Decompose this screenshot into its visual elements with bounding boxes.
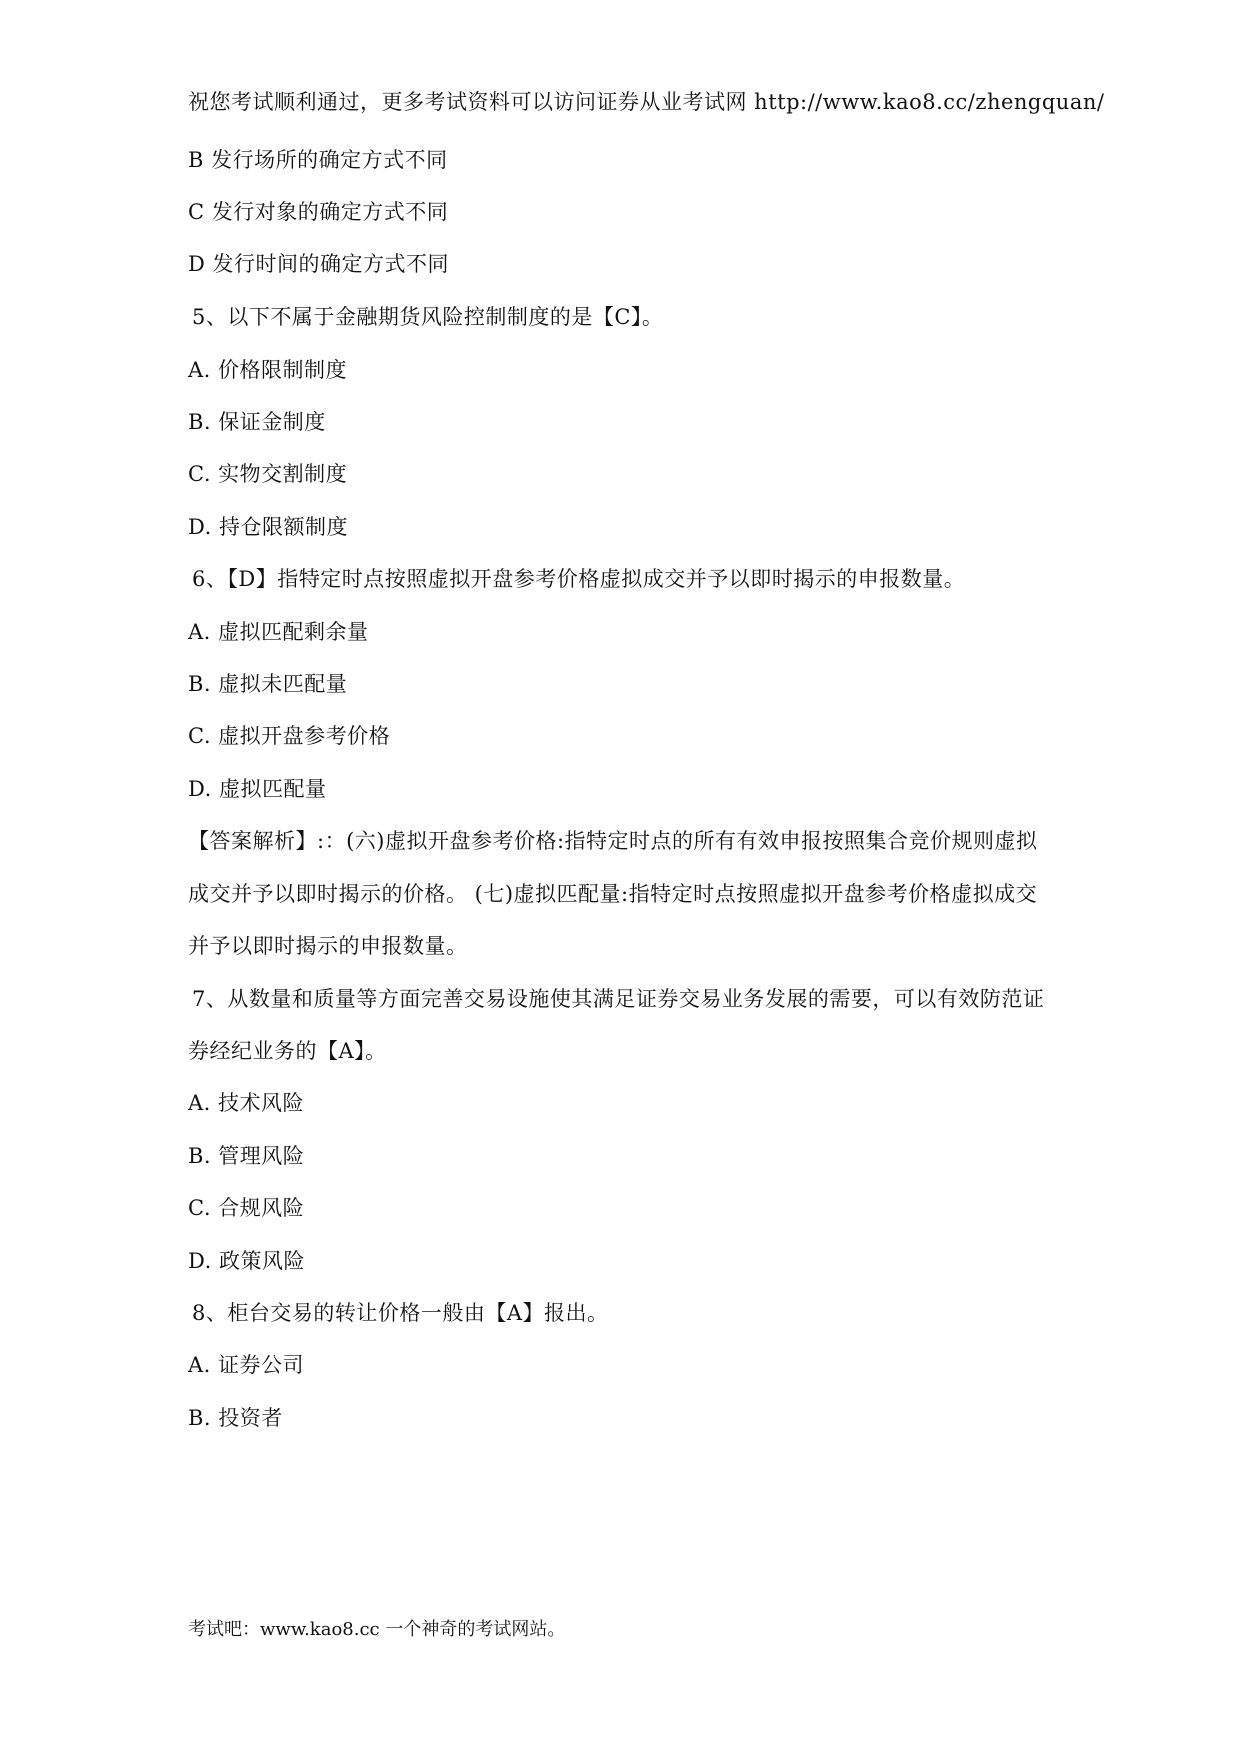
option-line: B. 保证金制度 — [188, 410, 326, 434]
option-line: A. 技术风险 — [188, 1091, 305, 1115]
question-5: 5、以下不属于金融期货风险控制制度的是【C】。 — [192, 305, 664, 329]
option-line: C 发行对象的确定方式不同 — [188, 200, 449, 224]
option-line: D. 持仓限额制度 — [188, 515, 348, 539]
answer-explanation: 并予以即时揭示的申报数量。 — [188, 934, 468, 958]
option-line: B. 虚拟未匹配量 — [188, 672, 348, 696]
answer-explanation: 【答案解析】:：(六)虚拟开盘参考价格:指特定时点的所有有效申报按照集合竞价规则虚拟 — [188, 829, 1038, 853]
option-line: C. 实物交割制度 — [188, 462, 348, 486]
answer-explanation: 成交并予以即时揭示的价格。 (七)虚拟匹配量:指特定时点按照虚拟开盘参考价格虚拟成交 — [188, 882, 1038, 906]
option-line: B. 管理风险 — [188, 1144, 305, 1168]
option-line: B. 投资者 — [188, 1406, 283, 1430]
question-7-cont: 券经纪业务的【A】。 — [188, 1039, 387, 1063]
question-6: 6、【D】指特定时点按照虚拟开盘参考价格虚拟成交并予以即时揭示的申报数量。 — [192, 567, 966, 591]
option-line: D. 政策风险 — [188, 1249, 305, 1273]
option-line: C. 虚拟开盘参考价格 — [188, 724, 391, 748]
option-line: A. 证券公司 — [188, 1353, 305, 1377]
option-line: B 发行场所的确定方式不同 — [188, 148, 448, 172]
question-7: 7、从数量和质量等方面完善交易设施使其满足证券交易业务发展的需要，可以有效防范证 — [192, 987, 1045, 1011]
question-8: 8、柜台交易的转让价格一般由【A】报出。 — [192, 1301, 609, 1325]
option-line: A. 价格限制制度 — [188, 358, 348, 382]
option-line: A. 虚拟匹配剩余量 — [188, 620, 369, 644]
page-header: 祝您考试顺利通过，更多考试资料可以访问证券从业考试网 http://www.kao8.cc/zhengquan/ — [188, 90, 1105, 114]
option-line: D 发行时间的确定方式不同 — [188, 252, 450, 276]
option-line: C. 合规风险 — [188, 1196, 305, 1220]
page-footer: 考试吧：www.kao8.cc 一个神奇的考试网站。 — [188, 1619, 566, 1640]
option-line: D. 虚拟匹配量 — [188, 777, 327, 801]
